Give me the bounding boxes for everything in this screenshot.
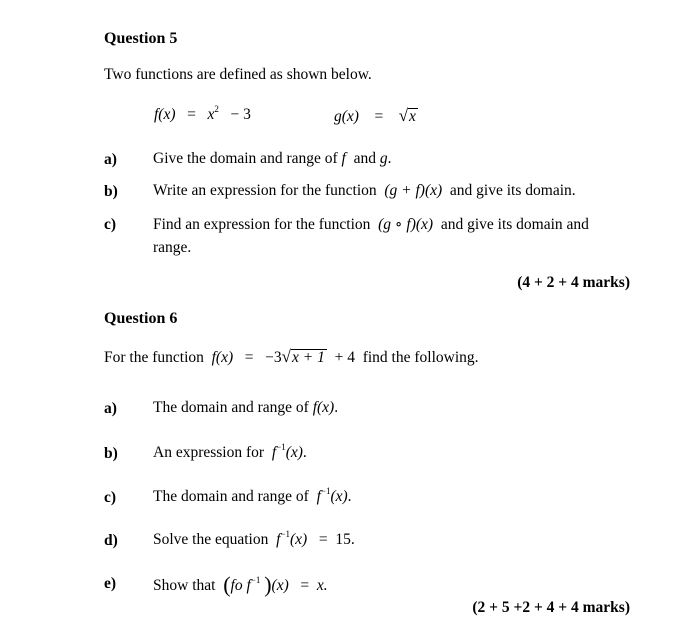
question-6-title: Question 6 xyxy=(104,310,178,327)
q5-part-b: Write an expression for the function (g + f)(x) and give its domain. xyxy=(153,182,576,199)
q5-marks: (4 + 2 + 4 marks) xyxy=(517,274,630,291)
question-6-intro: For the function f(x) = −3√x + 1 + 4 find the following. xyxy=(104,347,479,366)
q6-part-a: The domain and range of f(x). xyxy=(153,399,339,416)
sqrt-symbol: √x + 1 xyxy=(281,347,325,366)
sqrt-symbol: √x xyxy=(398,106,416,125)
q6-part-b: An expression for $f^{-1}(x)$. xyxy=(153,442,307,461)
q5-part-a: Give the domain and range of f and g. xyxy=(153,150,392,167)
f-definition: f(x) = $x^2$ − 3 xyxy=(154,104,251,123)
q6-part-label: c) xyxy=(104,489,117,506)
q5-part-label: b) xyxy=(104,183,118,200)
q6-part-d: Solve the equation $f^{-1}(x)$ = 15. xyxy=(153,529,355,548)
q5-part-label: c) xyxy=(104,216,117,233)
q6-part-e: Show that (fo $f^{-1}$ )(x) = x. xyxy=(153,572,328,597)
q6-part-label: d) xyxy=(104,532,118,549)
q6-part-label: e) xyxy=(104,575,117,592)
g-definition: g(x) = √x xyxy=(334,106,416,125)
q6-part-label: a) xyxy=(104,400,117,417)
q6-part-c: The domain and range of $f^{-1}(x)$. xyxy=(153,486,352,505)
q5-part-c: Find an expression for the function (g ∘ f)(x) and give its domain and xyxy=(153,216,589,233)
q5-part-label: a) xyxy=(104,151,117,168)
question-5-intro: Two functions are defined as shown below. xyxy=(104,66,372,83)
q6-marks: (2 + 5 +2 + 4 + 4 marks) xyxy=(472,599,630,616)
question-5-title: Question 5 xyxy=(104,30,178,47)
q5-part-c-line2: range. xyxy=(153,239,192,256)
q6-part-label: b) xyxy=(104,445,118,462)
